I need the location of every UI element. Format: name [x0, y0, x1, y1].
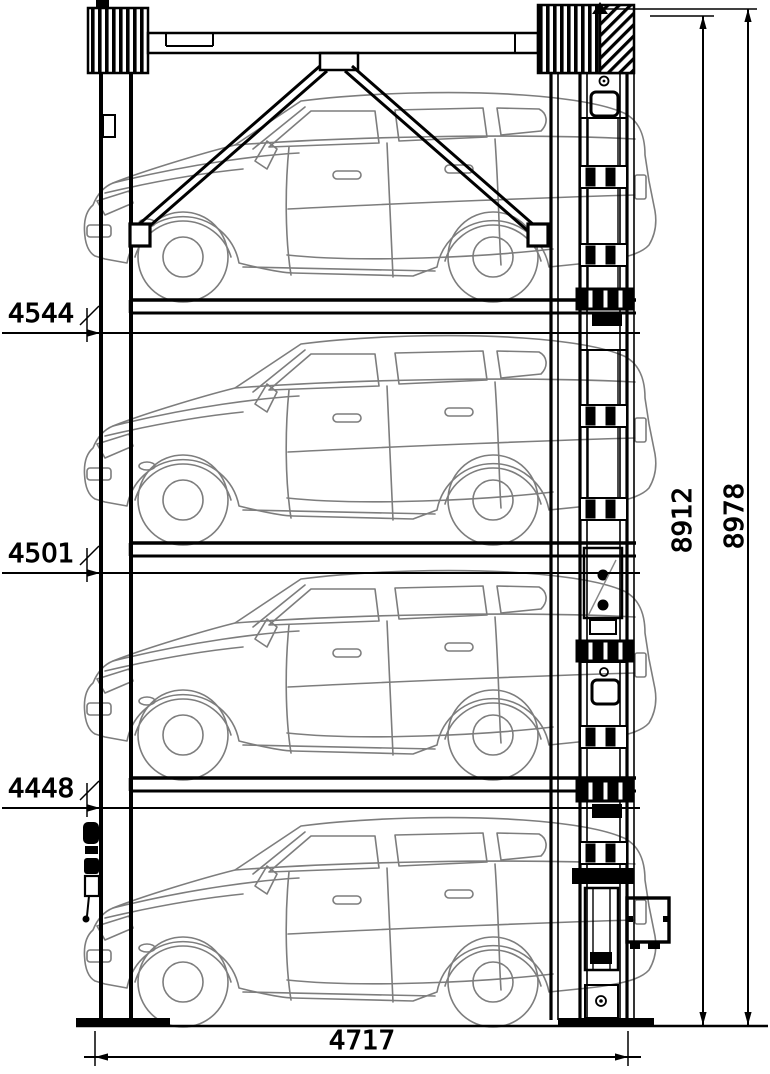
v-brace-right [345, 66, 535, 231]
dim-label-8978: 8978 [720, 482, 750, 550]
platform-level-2 [130, 543, 636, 556]
dim-label-4717: 4717 [328, 1026, 396, 1056]
right-pulley-block [538, 2, 634, 73]
brace-anchor-left [130, 224, 150, 246]
dim-label-4501: 4501 [8, 539, 75, 569]
power-unit [83, 822, 100, 923]
platform-level-3 [130, 778, 636, 791]
left-column-bracket [103, 115, 115, 137]
latch-carriage [584, 548, 622, 634]
platform-decks [130, 300, 636, 791]
brace-anchor-right [528, 224, 548, 246]
dimension-width [84, 1026, 641, 1066]
dimension-level-1 [2, 299, 640, 342]
car-level-3 [84, 571, 655, 780]
top-beam [148, 33, 538, 70]
dim-label-8912: 8912 [668, 486, 698, 554]
platform-level-1 [130, 300, 636, 313]
dim-label-4448: 4448 [8, 774, 75, 804]
left-column [76, 0, 170, 1027]
v-brace-left [137, 66, 327, 231]
car-level-4 [84, 818, 655, 1027]
dimension-level-3 [2, 774, 640, 817]
car-level-2 [84, 336, 655, 545]
right-column [538, 2, 669, 1027]
left-pulley-block [88, 8, 148, 73]
dim-label-4544: 4544 [8, 299, 75, 329]
